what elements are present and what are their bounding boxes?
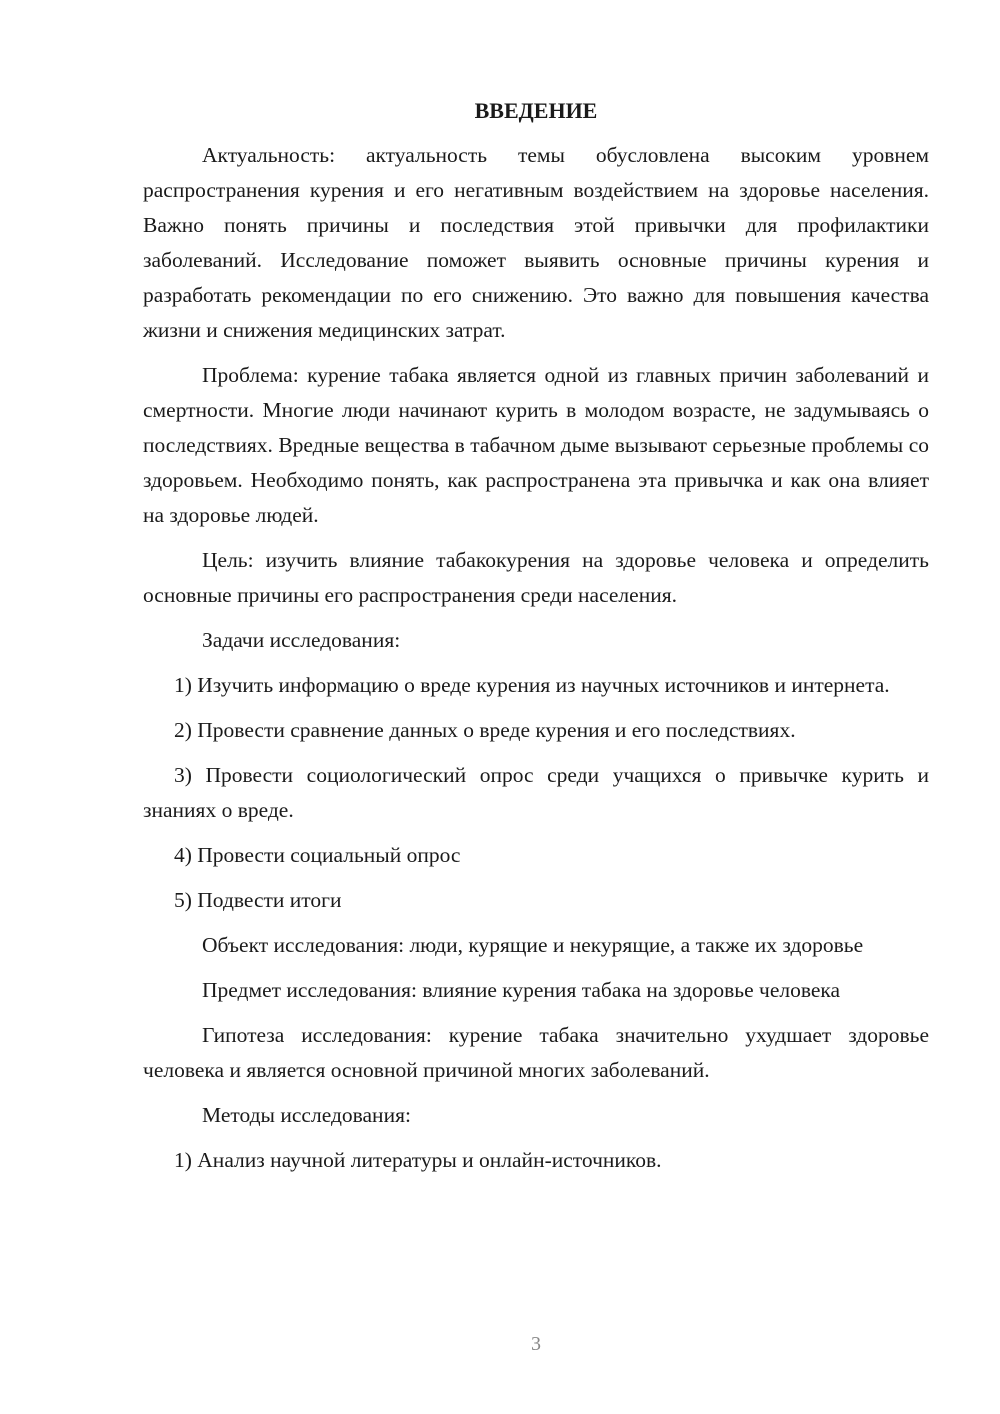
object-paragraph: Объект исследования: люди, курящие и некурящие, а также их здоровье — [202, 933, 864, 957]
section-title: ВВЕДЕНИЕ — [474, 98, 598, 123]
task-item: 5) Подвести итоги — [174, 888, 342, 912]
page-number: 3 — [531, 1333, 541, 1355]
hypothesis-paragraph: Гипотеза исследования: курение табака значительно ухудшает здоровье человека и является основной причиной многих заболеваний. — [143, 1023, 929, 1082]
task-item: 2) Провести сравнение данных о вреде курения и его последствиях. — [174, 718, 796, 742]
goal-paragraph: Цель: изучить влияние табакокурения на здоровье человека и определить основные причины его распространения среди населения. — [143, 548, 929, 607]
task-item: 4) Провести социальный опрос — [174, 843, 461, 867]
page-content — [143, 96, 929, 1188]
problem-paragraph: Проблема: курение табака является одной из главных причин заболеваний и смертности. Многие люди начинают курить в молодом возрасте, не задумываясь о последствиях. Вредные вещества в табачном дыме вызывают серьезные проблемы со здоровьем. Необходимо понять, как распространена эта привычка и как она влияет на здоровье людей. — [143, 363, 929, 527]
subject-paragraph: Предмет исследования: влияние курения табака на здоровье человека — [202, 978, 841, 1002]
methods-heading: Методы исследования: — [202, 1103, 411, 1127]
task-item: 3) Провести социологический опрос среди учащихся о привычке курить и знаниях о вреде. — [143, 763, 929, 822]
method-item: 1) Анализ научной литературы и онлайн-источников. — [174, 1148, 662, 1172]
relevance-paragraph: Актуальность: актуальность темы обусловлена высоким уровнем распространения курения и его негативным воздействием на здоровье населения. Важно понять причины и последствия этой привычки для профилактики заболеваний. Исследование поможет выявить основные причины курения и разработать рекомендации по его снижению. Это важно для повышения качества жизни и снижения медицинских затрат. — [143, 143, 929, 342]
task-item: 1) Изучить информацию о вреде курения из научных источников и интернета. — [174, 673, 890, 697]
tasks-heading: Задачи исследования: — [202, 628, 401, 652]
